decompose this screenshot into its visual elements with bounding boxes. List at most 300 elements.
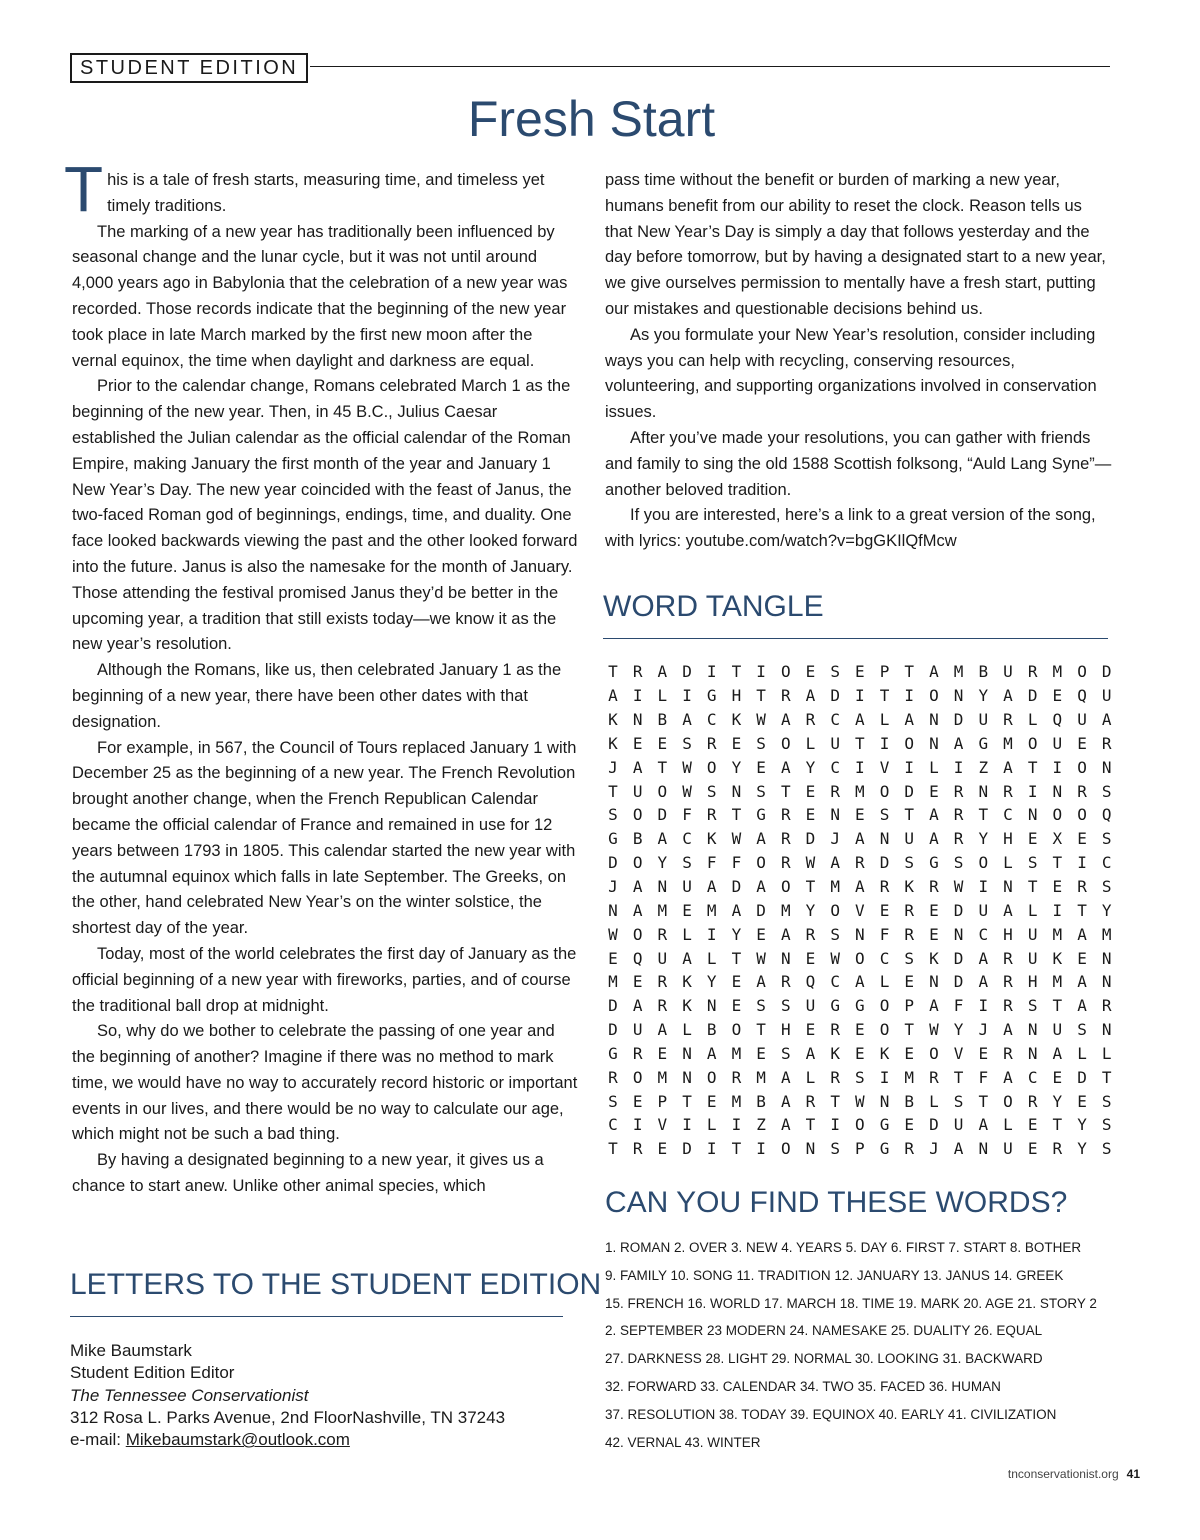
grid-letter: O: [855, 948, 865, 968]
grid-letter: K: [731, 710, 742, 730]
grid-letter: R: [1003, 972, 1013, 992]
grid-letter: O: [879, 1020, 890, 1040]
grid-letter: G: [756, 805, 766, 825]
grid-letter: Y: [731, 757, 742, 777]
grid-letter: J: [830, 829, 840, 849]
grid-letter: A: [780, 757, 791, 777]
grid-letter: Q: [1052, 710, 1063, 730]
grid-letter: N: [1101, 948, 1112, 968]
grid-letter: I: [706, 1139, 717, 1159]
grid-letter: S: [904, 853, 915, 873]
grid-letter: A: [953, 1139, 964, 1159]
grid-letter: A: [929, 805, 939, 825]
grid-letter: S: [756, 733, 766, 753]
grid-letter: A: [929, 996, 939, 1016]
grid-letter: O: [731, 1020, 742, 1040]
grid-letter: M: [1052, 924, 1063, 944]
grid-letter: S: [682, 853, 692, 873]
grid-letter: I: [879, 733, 890, 753]
grid-letter: R: [953, 829, 964, 849]
grid-letter: D: [904, 781, 915, 801]
grid-letter: A: [632, 877, 643, 897]
grid-letter: W: [731, 829, 742, 849]
grid-letter: N: [929, 733, 939, 753]
grid-letter: T: [805, 1115, 816, 1135]
grid-letter: E: [756, 1043, 766, 1063]
grid-letter: I: [879, 1067, 890, 1087]
grid-letter: M: [608, 972, 618, 992]
grid-letter: E: [706, 1091, 717, 1111]
grid-letter: S: [608, 1091, 618, 1111]
find-words-line: 32. FORWARD 33. CALENDAR 34. TWO 35. FACED 36. HUMAN: [605, 1378, 1001, 1394]
grid-letter: L: [682, 924, 692, 944]
grid-letter: E: [731, 733, 742, 753]
paragraph-text: his is a tale of fresh starts, measuring time, and timeless yet timely traditions.: [107, 171, 545, 215]
grid-letter: M: [731, 1091, 742, 1111]
grid-letter: R: [780, 829, 791, 849]
article-paragraph: [64, 153, 580, 225]
grid-letter: S: [1101, 1139, 1112, 1159]
grid-letter: O: [780, 733, 791, 753]
grid-letter: R: [731, 1067, 742, 1087]
grid-letter: I: [953, 757, 964, 777]
grid-letter: R: [1003, 996, 1013, 1016]
grid-letter: O: [929, 686, 939, 706]
grid-letter: N: [731, 781, 742, 801]
grid-letter: Y: [706, 972, 717, 992]
edition-rule: [310, 66, 1110, 67]
footer-site: tnconservationist.org: [1007, 1467, 1119, 1481]
grid-letter: A: [731, 900, 742, 920]
grid-letter: A: [706, 877, 717, 897]
grid-letter: W: [756, 710, 766, 730]
grid-letter: T: [1027, 877, 1038, 897]
grid-letter: C: [682, 829, 692, 849]
page-footer: [1008, 1467, 1140, 1481]
grid-letter: F: [879, 924, 890, 944]
grid-letter: L: [879, 710, 890, 730]
grid-letter: D: [608, 853, 618, 873]
grid-letter: O: [830, 900, 840, 920]
grid-letter: R: [953, 805, 964, 825]
grid-letter: E: [1077, 948, 1087, 968]
article-paragraph: After you’ve made your resolutions, you can gather with friends and family to sing the old 1588 Scottish folksong, “Auld Lang Syne”—another beloved tradition.: [605, 428, 1112, 499]
grid-letter: M: [953, 662, 964, 682]
grid-letter: I: [706, 924, 717, 944]
grid-letter: R: [657, 972, 668, 992]
grid-letter: E: [756, 757, 766, 777]
grid-letter: R: [1077, 781, 1087, 801]
grid-letter: E: [632, 1091, 643, 1111]
grid-letter: U: [978, 710, 989, 730]
grid-letter: S: [756, 781, 766, 801]
grid-letter: A: [830, 853, 840, 873]
page-number: 41: [1126, 1467, 1140, 1481]
grid-letter: B: [632, 829, 643, 849]
grid-letter: E: [657, 1139, 668, 1159]
grid-letter: M: [706, 900, 717, 920]
grid-letter: M: [855, 781, 865, 801]
grid-letter: T: [1052, 996, 1063, 1016]
grid-letter: L: [706, 1115, 717, 1135]
grid-letter: T: [682, 1091, 692, 1111]
grid-letter: C: [830, 757, 840, 777]
grid-letter: M: [830, 877, 840, 897]
grid-letter: C: [830, 972, 840, 992]
letters-rule: [70, 1316, 563, 1317]
email-label: e-mail:: [70, 1430, 126, 1450]
grid-letter: E: [1077, 733, 1087, 753]
grid-letter: A: [632, 900, 643, 920]
grid-letter: S: [780, 996, 791, 1016]
grid-letter: A: [929, 829, 939, 849]
grid-letter: Y: [1077, 1115, 1087, 1135]
grid-letter: T: [1052, 1115, 1063, 1135]
grid-letter: D: [929, 1115, 939, 1135]
grid-letter: N: [682, 1067, 692, 1087]
grid-letter: E: [608, 948, 618, 968]
grid-letter: S: [830, 924, 840, 944]
grid-row: [605, 660, 1115, 684]
grid-letter: I: [855, 757, 865, 777]
grid-letter: M: [1003, 733, 1013, 753]
grid-letter: M: [1052, 972, 1063, 992]
grid-letter: I: [978, 877, 989, 897]
grid-letter: U: [632, 781, 643, 801]
grid-letter: E: [805, 948, 816, 968]
grid-letter: N: [608, 900, 618, 920]
grid-letter: V: [657, 1115, 668, 1135]
grid-letter: E: [929, 900, 939, 920]
grid-row: [605, 994, 1115, 1018]
grid-letter: L: [1003, 1115, 1013, 1135]
grid-letter: S: [1101, 781, 1112, 801]
grid-letter: R: [608, 1067, 618, 1087]
grid-letter: E: [1077, 1091, 1087, 1111]
grid-letter: U: [904, 829, 915, 849]
grid-letter: N: [953, 924, 964, 944]
grid-letter: C: [1003, 805, 1013, 825]
grid-letter: T: [805, 877, 816, 897]
find-words-line: 15. FRENCH 16. WORLD 17. MARCH 18. TIME 19. MARK 20. AGE 21. STORY 2: [605, 1295, 1097, 1311]
grid-letter: L: [879, 972, 890, 992]
grid-letter: L: [682, 1020, 692, 1040]
grid-letter: P: [855, 1139, 865, 1159]
grid-letter: I: [632, 1115, 643, 1135]
grid-row: [605, 1018, 1115, 1042]
contact-name: Mike Baumstark: [70, 1341, 192, 1360]
grid-letter: R: [855, 853, 865, 873]
grid-letter: N: [706, 996, 717, 1016]
grid-letter: R: [904, 924, 915, 944]
grid-letter: N: [1027, 1043, 1038, 1063]
grid-letter: S: [904, 948, 915, 968]
grid-letter: R: [706, 733, 717, 753]
grid-row: [605, 827, 1115, 851]
grid-letter: E: [657, 733, 668, 753]
grid-letter: R: [632, 1043, 643, 1063]
grid-row: [605, 851, 1115, 875]
grid-letter: T: [731, 1139, 742, 1159]
grid-letter: T: [904, 805, 915, 825]
grid-letter: Y: [1052, 1091, 1063, 1111]
grid-letter: D: [1027, 686, 1038, 706]
grid-letter: Q: [632, 948, 643, 968]
grid-letter: B: [657, 710, 668, 730]
grid-letter: H: [1003, 829, 1013, 849]
grid-letter: U: [830, 733, 840, 753]
grid-letter: B: [706, 1020, 717, 1040]
grid-letter: Y: [805, 900, 816, 920]
grid-letter: A: [1003, 1020, 1013, 1040]
grid-letter: M: [756, 1067, 766, 1087]
grid-letter: A: [1003, 686, 1013, 706]
grid-letter: A: [1052, 1043, 1063, 1063]
grid-letter: T: [657, 757, 668, 777]
grid-letter: U: [1003, 662, 1013, 682]
grid-letter: N: [1101, 972, 1112, 992]
grid-letter: W: [953, 877, 964, 897]
grid-letter: D: [1101, 662, 1112, 682]
grid-letter: A: [1003, 757, 1013, 777]
grid-letter: R: [879, 877, 890, 897]
grid-letter: A: [657, 1020, 668, 1040]
grid-letter: S: [682, 733, 692, 753]
drop-cap: T: [64, 153, 104, 225]
grid-letter: M: [1052, 662, 1063, 682]
grid-letter: E: [855, 662, 865, 682]
grid-row: [605, 803, 1115, 827]
grid-letter: G: [879, 1139, 890, 1159]
grid-letter: T: [1077, 900, 1087, 920]
grid-letter: R: [929, 1067, 939, 1087]
grid-letter: R: [929, 877, 939, 897]
grid-letter: U: [978, 900, 989, 920]
grid-letter: L: [805, 1067, 816, 1087]
grid-letter: R: [805, 1091, 816, 1111]
find-words-line: 2. SEPTEMBER 23 MODERN 24. NAMESAKE 25. DUALITY 26. EQUAL: [605, 1323, 1043, 1339]
find-words-line: 37. RESOLUTION 38. TODAY 39. EQUINOX 40. EARLY 41. CIVILIZATION: [605, 1406, 1057, 1422]
grid-letter: R: [805, 924, 816, 944]
grid-letter: I: [682, 1115, 692, 1135]
grid-letter: G: [706, 686, 717, 706]
grid-letter: Y: [731, 924, 742, 944]
grid-letter: Y: [805, 757, 816, 777]
grid-letter: V: [879, 757, 890, 777]
grid-letter: T: [1052, 853, 1063, 873]
grid-letter: K: [929, 948, 939, 968]
grid-letter: E: [904, 1043, 915, 1063]
grid-letter: F: [978, 1067, 989, 1087]
grid-letter: O: [1003, 1091, 1013, 1111]
grid-letter: R: [1003, 948, 1013, 968]
contact-publication: The Tennessee Conservationist: [70, 1385, 309, 1405]
grid-letter: R: [904, 1139, 915, 1159]
grid-letter: O: [657, 781, 668, 801]
grid-letter: Z: [756, 1115, 766, 1135]
grid-letter: O: [1052, 805, 1063, 825]
grid-letter: T: [830, 1091, 840, 1111]
grid-letter: N: [1027, 805, 1038, 825]
grid-letter: O: [1077, 662, 1087, 682]
grid-row: [605, 779, 1115, 803]
grid-letter: P: [657, 1091, 668, 1111]
grid-letter: E: [1027, 1139, 1038, 1159]
email-link[interactable]: Mikebaumstark@outlook.com: [125, 1430, 350, 1450]
grid-row: [605, 1113, 1115, 1137]
grid-letter: O: [780, 1139, 791, 1159]
grid-letter: Q: [1077, 686, 1087, 706]
grid-row: [605, 708, 1115, 732]
grid-letter: A: [657, 829, 668, 849]
grid-letter: R: [830, 781, 840, 801]
grid-letter: M: [657, 900, 668, 920]
grid-letter: I: [904, 757, 915, 777]
grid-letter: U: [1027, 948, 1038, 968]
grid-letter: I: [1052, 900, 1063, 920]
grid-letter: W: [830, 948, 840, 968]
grid-letter: D: [682, 1139, 692, 1159]
grid-letter: K: [608, 733, 618, 753]
grid-letter: U: [1052, 733, 1063, 753]
grid-letter: S: [830, 662, 840, 682]
grid-letter: O: [1077, 805, 1087, 825]
grid-letter: H: [1003, 924, 1013, 944]
grid-letter: N: [978, 781, 989, 801]
grid-letter: E: [805, 781, 816, 801]
grid-letter: N: [855, 924, 865, 944]
grid-row: [605, 1042, 1115, 1066]
grid-letter: R: [1003, 710, 1013, 730]
grid-letter: K: [879, 1043, 890, 1063]
grid-letter: K: [706, 829, 717, 849]
grid-letter: N: [879, 829, 890, 849]
grid-letter: I: [1052, 757, 1063, 777]
grid-letter: R: [830, 1020, 840, 1040]
grid-letter: U: [1101, 686, 1112, 706]
grid-letter: E: [632, 972, 643, 992]
grid-letter: C: [1027, 1067, 1038, 1087]
grid-letter: M: [1101, 924, 1112, 944]
grid-letter: S: [780, 1043, 791, 1063]
grid-letter: B: [756, 1091, 766, 1111]
grid-letter: A: [706, 1043, 717, 1063]
grid-letter: E: [682, 900, 692, 920]
grid-letter: D: [1077, 1067, 1087, 1087]
grid-letter: E: [904, 972, 915, 992]
grid-letter: K: [682, 972, 692, 992]
grid-letter: D: [608, 1020, 618, 1040]
grid-letter: O: [756, 853, 766, 873]
grid-letter: W: [855, 1091, 865, 1111]
article-paragraph: Prior to the calendar change, Romans celebrated March 1 as the beginning of the new year. Then, in 45 B.C., Julius Caesar established the Julian calendar as the official calendar of the Roman Empire, making January the first month of the year and January 1 New Year’s Day. The new year coincided with the feast of Janus, the two-faced Roman god of beginnings, endings, time, and duality. One face looked backwards viewing the past and the other looked forward into the future. Janus is also the namesake for the month of January. Those attending the festival promised Janus they’d be better in the upcoming year, a tradition that still exists today—we know it as the new year’s resolution.: [72, 377, 578, 654]
grid-letter: E: [756, 924, 766, 944]
grid-letter: U: [657, 948, 668, 968]
grid-letter: M: [657, 1067, 668, 1087]
grid-letter: T: [904, 1020, 915, 1040]
grid-letter: S: [830, 1139, 840, 1159]
article-paragraph: The marking of a new year has traditionally been influenced by seasonal change and the lunar cycle, but it was not until around 4,000 years ago in Babylonia that the celebration of a new year was recorded. Those records indicate that the beginning of the new year took place in late March marked by the first new moon after the vernal equinox, the time when daylight and darkness are equal.: [72, 222, 568, 370]
grid-letter: I: [904, 686, 915, 706]
grid-letter: A: [855, 829, 865, 849]
grid-letter: E: [855, 1020, 865, 1040]
grid-letter: R: [1101, 996, 1112, 1016]
grid-letter: G: [978, 733, 989, 753]
grid-letter: E: [805, 662, 816, 682]
word-search-grid: [605, 660, 1115, 1161]
grid-letter: I: [731, 1115, 742, 1135]
grid-letter: T: [1027, 757, 1038, 777]
grid-letter: W: [682, 757, 692, 777]
grid-letter: Q: [805, 972, 816, 992]
grid-letter: T: [780, 781, 791, 801]
grid-letter: C: [879, 948, 890, 968]
grid-letter: O: [632, 1067, 643, 1087]
grid-letter: O: [929, 1043, 939, 1063]
grid-letter: T: [953, 1067, 964, 1087]
grid-letter: R: [1003, 1043, 1013, 1063]
grid-letter: L: [1077, 1043, 1087, 1063]
grid-row: [605, 1065, 1115, 1089]
grid-letter: A: [1003, 1067, 1013, 1087]
grid-letter: B: [978, 662, 989, 682]
grid-letter: E: [1052, 877, 1063, 897]
grid-letter: U: [1003, 1139, 1013, 1159]
grid-letter: N: [805, 1139, 816, 1159]
grid-letter: K: [682, 996, 692, 1016]
grid-letter: E: [1052, 686, 1063, 706]
grid-letter: K: [1052, 948, 1063, 968]
grid-letter: O: [904, 733, 915, 753]
grid-letter: E: [805, 1020, 816, 1040]
grid-letter: T: [1101, 1067, 1112, 1087]
grid-letter: L: [1101, 1043, 1112, 1063]
grid-letter: A: [855, 972, 865, 992]
contact-address: 312 Rosa L. Parks Avenue, 2nd FloorNashville, TN 37243: [70, 1407, 506, 1427]
grid-letter: D: [953, 972, 964, 992]
grid-letter: F: [682, 805, 692, 825]
grid-letter: S: [706, 781, 717, 801]
grid-row: [605, 1137, 1115, 1161]
grid-letter: A: [855, 710, 865, 730]
find-words-heading: CAN YOU FIND THESE WORDS?: [605, 1186, 1068, 1219]
grid-letter: O: [632, 924, 643, 944]
grid-letter: E: [1077, 829, 1087, 849]
grid-letter: Y: [978, 829, 989, 849]
article-paragraph: For example, in 567, the Council of Tours replaced January 1 with December 25 as the beginning of a new year. The French Revolution brought another change, when the French Republican Calendar became the official calendar of France and remained in use for 12 years between 1793 in 1805. This calendar started the new year with the autumnal equinox which falls in late September. The Greeks, on the other, hand celebrated New Year’s on the winter solstice, the shortest day of the year.: [72, 738, 577, 938]
grid-letter: U: [805, 996, 816, 1016]
grid-letter: O: [632, 853, 643, 873]
grid-letter: R: [953, 781, 964, 801]
grid-letter: R: [805, 710, 816, 730]
grid-letter: T: [731, 662, 742, 682]
grid-letter: A: [756, 877, 766, 897]
grid-letter: E: [731, 972, 742, 992]
grid-letter: E: [1052, 1067, 1063, 1087]
grid-row: [605, 684, 1115, 708]
grid-letter: R: [657, 996, 668, 1016]
grid-letter: A: [657, 662, 668, 682]
grid-letter: N: [879, 1091, 890, 1111]
grid-letter: A: [780, 1115, 791, 1135]
find-words-line: 27. DARKNESS 28. LIGHT 29. NORMAL 30. LOOKING 31. BACKWARD: [605, 1351, 1043, 1367]
grid-letter: T: [978, 805, 989, 825]
grid-letter: A: [682, 710, 692, 730]
grid-letter: R: [706, 805, 717, 825]
grid-letter: R: [904, 900, 915, 920]
grid-letter: H: [731, 686, 742, 706]
grid-letter: S: [1101, 877, 1112, 897]
